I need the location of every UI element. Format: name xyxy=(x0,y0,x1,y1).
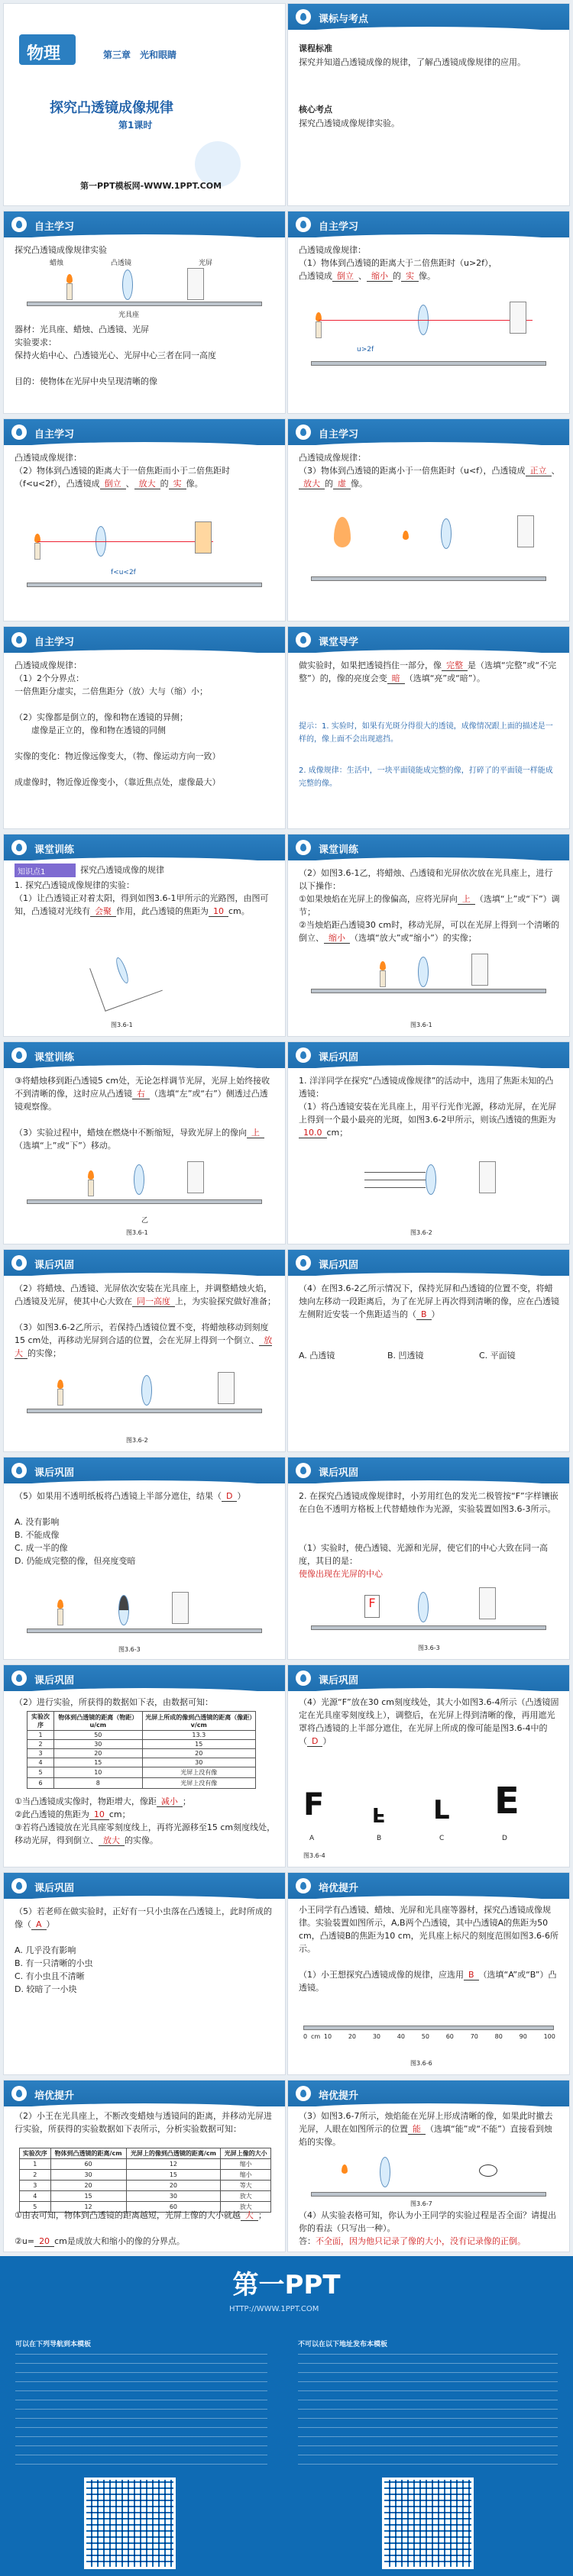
table-row: 3 20 20 xyxy=(28,1749,256,1758)
header-title: 自主学习 xyxy=(34,429,75,441)
screen xyxy=(471,954,488,986)
fig-caption: 图3.6-2 xyxy=(126,1437,148,1444)
slide-header xyxy=(4,834,285,860)
q-a: （1）实验时，使凸透镜、光源和光屏，使它们的中心大致在同一高度，其目的是： xyxy=(299,1543,548,1566)
q-intro: 1. 探究凸透镜成像规律的实验： xyxy=(15,880,134,890)
line3: 保持火焰中心、凸透镜光心、光屏中心三者在同一高度 xyxy=(15,350,216,360)
q-c: ③若将凸透镜放在光具座零刻度线上，再将光源移至15 cm刻度线处，移动光屏，得到倒立、 放大 的实像。 xyxy=(15,1822,276,1845)
answer-1: B xyxy=(416,1309,432,1320)
lesson-label: 第1课时 xyxy=(118,120,153,131)
fig-caption: 图3.6-1 xyxy=(111,1022,133,1028)
answer-1: 同一高度 xyxy=(132,1296,175,1307)
question: （4）光源“F”放在30 cm刻度线处，其大小如图3.6-4所示（凸透镜固定在光具座零刻度线上），调整后，在光屏上得到清晰的像，再用遮光罩将凸透镜的上半部分遮住，在光屏上所成的像可能是图3.6-4中的（ D ） xyxy=(299,1697,559,1746)
fig-caption: 图3.6-1 xyxy=(126,1229,148,1236)
q-a: ①如果烛焰在光屏上的像偏高，应将光屏向 上 （选填“上”或“下”）调节； xyxy=(299,894,560,917)
answer-1: 完整 xyxy=(442,660,468,671)
q-intro: （2）进行实验，所获得的数据如下表，由数据可知： xyxy=(15,1697,213,1707)
answer-1: B xyxy=(464,1970,479,1980)
slide-header xyxy=(288,834,569,860)
slide-header xyxy=(288,1873,569,1899)
slide-header xyxy=(4,627,285,653)
drop-icon xyxy=(296,840,311,855)
rule-intro: 凸透镜成像规律： xyxy=(299,453,366,463)
header-title: 课后巩固 xyxy=(34,1467,75,1479)
candle xyxy=(57,1389,63,1406)
slide-advanced2[interactable] xyxy=(3,2080,286,2252)
answer-2: 20 xyxy=(34,2236,54,2247)
table-row: 3 20 20 等大 xyxy=(20,2181,271,2191)
lens xyxy=(134,1164,144,1195)
line1: 器材：光具座、蜡烛、凸透镜、光屏 xyxy=(15,324,149,334)
candle xyxy=(34,543,40,560)
answer-3: 放大 xyxy=(99,1835,125,1846)
slide-review6[interactable] xyxy=(3,1664,286,1867)
virtual-image-flame xyxy=(334,517,351,547)
slide-practice3[interactable] xyxy=(3,1041,286,1244)
slide-header xyxy=(4,1873,285,1899)
answer-1: 倒立 xyxy=(100,479,126,489)
footer-banner xyxy=(0,2256,573,2576)
fig-caption: 图3.6-6 xyxy=(410,2060,432,2067)
footer-url[interactable]: HTTP://WWW.1PPT.COM xyxy=(229,2305,319,2313)
screen xyxy=(479,1587,496,1619)
drop-icon xyxy=(11,1255,27,1270)
answer-2: 暗 xyxy=(387,673,405,684)
q-b: （4）从实验表格可知，你认为小王同学的实验过程是否全面？请提出你的看法（只写出一种）。 xyxy=(299,2210,556,2233)
q-a: （1）将凸透镜安装在光具座上，用平行光作光源，移动光屏，在光屏上得到一个最小最亮的光斑，如图3.6-2甲所示，则该凸透镜的焦距为10.0 cm； xyxy=(299,1102,556,1138)
drop-icon xyxy=(11,840,27,855)
drop-icon xyxy=(11,1671,27,1686)
option-a[interactable]: A. 没有影响 xyxy=(15,1517,60,1527)
drop-icon xyxy=(11,424,27,440)
q-b: （3）如图3.6-2乙所示，若保持凸透镜位置不变，将蜡烛移动到刻度15 cm处，再移动光屏到合适的位置，会在光屏上得到一个倒立、 放大 的实像； xyxy=(15,1322,273,1358)
drop-icon xyxy=(11,1878,27,1893)
q-b: ②当烛焰距凸透镜30 cm时，移动光屏，可以在光屏上得到一个清晰的倒立、 缩小 （选填“放大”或“缩小”）的实像； xyxy=(299,920,560,943)
candle xyxy=(66,283,73,300)
line4: 目的：使物体在光屏中央呈现清晰的像 xyxy=(15,376,157,386)
q-text: （1）让凸透镜正对着太阳，得到如图3.6-1甲所示的光路图，由图可知，凸透镜对光线有 会聚 作用，此凸透镜的焦距为 10 cm。 xyxy=(15,893,269,916)
optical-bench xyxy=(27,583,262,587)
slide-practice2[interactable] xyxy=(287,834,570,1037)
candle xyxy=(88,1180,94,1196)
header-title: 课堂训练 xyxy=(34,1052,75,1064)
rule-intro: 凸透镜成像规律： xyxy=(15,453,82,463)
lens xyxy=(122,270,133,300)
fig-caption: 图3.6-2 xyxy=(410,1229,432,1236)
answer-2: 放大 xyxy=(299,479,325,489)
rule-text: （2）物体到凸透镜的距离大于一倍焦距而小于二倍焦距时（f<u<2f），凸透镜成 倒立 、 放大 的 实 像。 xyxy=(15,466,230,489)
answer-3: 实 xyxy=(169,479,186,489)
option-a[interactable]: A. 几乎没有影响 xyxy=(15,1945,76,1955)
drop-icon xyxy=(11,1463,27,1478)
ray-line xyxy=(37,541,213,542)
q-a: ①由表可知，物体到凸透镜的距离越短，光屏上像的大小就越 大 ； xyxy=(15,2210,267,2220)
header-title: 课标与考点 xyxy=(319,14,369,25)
flame-icon xyxy=(88,1170,94,1180)
option-d-figure: E xyxy=(494,1780,520,1822)
slide-rule2[interactable] xyxy=(3,418,286,621)
fig-caption: 图3.6-4 xyxy=(303,1852,325,1859)
lens xyxy=(418,1592,429,1622)
option-c[interactable]: C. 有小虫且不清晰 xyxy=(15,1971,85,1981)
optical-bench xyxy=(27,1409,262,1413)
slide-header xyxy=(4,211,285,237)
q-a: ③将蜡烛移到距凸透镜5 cm处，无论怎样调节光屏，光屏上始终接收不到清晰的像，这时应从凸透镜 右 （选填“左”或“右”）侧透过凸透镜观察像。 xyxy=(15,1076,270,1112)
slide-header xyxy=(288,2080,569,2106)
answer-1: D xyxy=(307,1736,322,1747)
ruler-ticks: 0 10 20 30 40 50 60 70 80 90 100 xyxy=(303,2033,555,2040)
answer-1: 会聚 xyxy=(90,906,116,917)
summary-line: 一倍焦距分虚实，二倍焦距分（放）大与（缩）小； xyxy=(15,686,208,696)
screen xyxy=(172,1592,189,1624)
optical-bench xyxy=(27,1629,262,1633)
optical-bench xyxy=(311,989,546,993)
drop-icon xyxy=(296,1671,311,1686)
slide-cover[interactable] xyxy=(3,3,286,206)
lens xyxy=(141,1375,152,1406)
candle xyxy=(380,970,386,987)
fig-caption: 图3.6-1 xyxy=(410,1022,432,1028)
header-title: 培优提升 xyxy=(319,2090,359,2102)
lens xyxy=(426,1164,436,1195)
parallel-rays xyxy=(364,1172,426,1173)
tip-2: 2. 成像规律：生活中，一块平面镜能成完整的像，打碎了的平面镜一样能成完整的像。 xyxy=(299,767,553,788)
answer-2: 缩小 xyxy=(367,271,393,282)
summary-line: 虚像是正立的，像和物在透镜的同侧 xyxy=(15,725,166,735)
q-intro: （2）如图3.6-1乙，将蜡烛、凸透镜和光屏依次放在光具座上，进行以下操作： xyxy=(299,868,553,891)
slide-review7[interactable] xyxy=(287,1664,570,1867)
slide-header xyxy=(288,1250,569,1276)
axis-label: u>2f xyxy=(357,346,374,353)
footer-text-block-2 xyxy=(298,2354,558,2468)
q-intro: 小王同学有凸透镜、蜡烛、光屏和光具座等器材，探究凸透镜成像规律。实验装置如图所示，A,B两个凸透镜，其中凸透镜A的焦距为50 cm，凸透镜B的焦距为10 cm，光具座上标尺的刻度范围如图3.6-6所示。 xyxy=(299,1905,559,1954)
option-c[interactable]: C. 成一半的像 xyxy=(15,1543,68,1553)
summary-line: （2）实像都是倒立的，像和物在透镜的异侧； xyxy=(15,712,188,722)
header-title: 课后巩固 xyxy=(34,1675,75,1687)
answer-1: 能 xyxy=(408,2124,426,2135)
q-a: （1）小王想探究凸透镜成像的规律，应选用 B （选填“A”或“B”）凸透镜。 xyxy=(299,1970,557,1993)
label-screen: 光屏 xyxy=(199,260,213,267)
tip-1: 提示：1. 实验时，如果有光斑分得很大的透镜，成像情况跟上面的描述是一样的，像上面不会出现遮挡。 xyxy=(299,722,553,744)
table-row: 5 10 光屏上没有像 xyxy=(28,1767,256,1778)
answer-1: 右 xyxy=(132,1089,150,1099)
drop-icon xyxy=(296,424,311,440)
fig-sub: 乙 xyxy=(141,1217,149,1225)
drop-icon xyxy=(296,9,311,24)
footer-block-2-title: 不可以在以下地址发布本模板 xyxy=(298,2341,388,2348)
q-intro: 2. 在探究凸透镜成像规律时，小芳用红色的发光二极管按“F”字样镶嵌在白色不透明方格板上代替蜡烛作为光源，实验装置如图3.6-3所示。 xyxy=(299,1491,558,1514)
flame-icon xyxy=(403,531,409,540)
header-title: 课后巩固 xyxy=(319,1260,359,1271)
rule-line: （1）物体到凸透镜的距离大于二倍焦距时（u>2f）， xyxy=(299,258,497,268)
header-title: 课后巩固 xyxy=(319,1467,359,1479)
option-c-figure: L xyxy=(433,1795,450,1825)
std-title: 课程标准 xyxy=(299,44,332,53)
slide-advanced1[interactable] xyxy=(287,1872,570,2075)
chapter-label: 第三章 光和眼睛 xyxy=(103,50,177,60)
summary-line: 成虚像时，物近像近像变小，（靠近焦点处，虚像最大） xyxy=(15,777,221,787)
question: （5）若老师在做实验时，正好有一只小虫落在凸透镜上，此时所成的像（ A ） xyxy=(15,1906,272,1929)
screen xyxy=(517,515,534,547)
answer-2: 缩小 xyxy=(324,933,350,944)
table-row: 6 8 光屏上没有像 xyxy=(28,1778,256,1789)
option-c[interactable]: C xyxy=(439,1835,445,1842)
screen xyxy=(187,1161,204,1193)
header-title: 课后巩固 xyxy=(34,1883,75,1894)
slide-guidance[interactable] xyxy=(287,626,570,829)
optical-bench xyxy=(311,2192,546,2197)
answer-1: A xyxy=(31,1919,47,1930)
footer-text-block-1 xyxy=(15,2354,267,2468)
flame-icon xyxy=(66,274,73,283)
slide-header xyxy=(288,1665,569,1691)
answer-1: 10.0 xyxy=(299,1128,327,1138)
data-table: 实验次序 物体到凸透镜的距离/cm 光屏上的像到凸透镜的距离/cm 光屏上像的大小 1 60 12 缩小 2 30 15 缩小 3 20 20 等大 4 15 30 放大 5 12 60 放大 xyxy=(19,2148,271,2213)
answer-1: 使像出现在光屏的中心 xyxy=(299,1569,383,1579)
header-title: 课堂训练 xyxy=(319,844,359,856)
optical-bench xyxy=(311,1625,546,1630)
lens xyxy=(441,518,452,549)
flame-icon xyxy=(342,2164,348,2174)
axis-label: f<u<2f xyxy=(111,569,136,576)
question: （5）如果用不透明纸板将凸透镜上半部分遮住，结果（ D ） xyxy=(15,1491,246,1501)
answer-1: D xyxy=(222,1491,237,1502)
unit-label: cm xyxy=(311,2033,321,2040)
footer-block-1-title: 可以在下列导航到本模板 xyxy=(15,2341,92,2348)
knowledge-tag: 知识点1 xyxy=(15,864,76,877)
drop-icon xyxy=(296,217,311,232)
header-title: 自主学习 xyxy=(319,429,359,441)
line2: 实验要求： xyxy=(15,337,57,347)
slide-review5[interactable] xyxy=(287,1457,570,1660)
optical-bench xyxy=(27,302,262,306)
slide-review2[interactable] xyxy=(3,1249,286,1452)
slide-header xyxy=(4,419,285,445)
header-title: 课堂导学 xyxy=(319,637,359,648)
q-b: ②此凸透镜的焦距为 10 cm； xyxy=(15,1809,131,1819)
table-row: 5 12 60 放大 xyxy=(20,2202,271,2213)
slide-header xyxy=(288,4,569,30)
slide-rule3[interactable] xyxy=(287,418,570,621)
q-a: ①当凸透镜成实像时，物距增大，像距 减小 ； xyxy=(15,1796,191,1806)
cover-title: 探究凸透镜成像规律 xyxy=(50,100,173,116)
optical-bench xyxy=(311,576,546,581)
answer-3: 实 xyxy=(401,271,419,282)
slide-header xyxy=(288,419,569,445)
slide-header xyxy=(288,1042,569,1068)
optical-bench xyxy=(311,361,546,366)
qr-code-icon xyxy=(84,2478,176,2569)
drop-icon xyxy=(11,2086,27,2101)
answer-2: 放大 xyxy=(134,479,160,489)
screen xyxy=(195,521,212,554)
slide-header xyxy=(288,211,569,237)
answer-2: 放大 xyxy=(15,1335,273,1358)
answer-3: 虚 xyxy=(333,479,351,489)
slide-review4[interactable] xyxy=(3,1457,286,1660)
drop-icon xyxy=(11,632,27,647)
slide-standards[interactable] xyxy=(287,3,570,206)
table-row: 4 15 30 xyxy=(28,1758,256,1767)
slide-header xyxy=(4,1250,285,1276)
slide-rule1[interactable] xyxy=(287,211,570,414)
rule-intro: 凸透镜成像规律： xyxy=(299,245,366,255)
qr-code-icon xyxy=(382,2478,474,2569)
option-a[interactable]: A. 凸透镜 xyxy=(299,1351,335,1361)
option-d[interactable]: D. 较暗了一小块 xyxy=(15,1984,77,1994)
slide-header xyxy=(4,1665,285,1691)
q-a: （2）将蜡烛、凸透镜、光屏依次安装在光具座上，并调整蜡烛火焰，凸透镜及光屏，使其中心大致在 同一高度 上，为实验探究做好准备； xyxy=(15,1283,276,1306)
key-text: 探究凸透镜成像规律实验。 xyxy=(299,118,400,128)
option-b-figure: F xyxy=(372,1803,386,1825)
option-b[interactable]: B xyxy=(377,1835,382,1842)
q-b: ②u= 20 cm是成放大和缩小的像的分界点。 xyxy=(15,2236,185,2246)
drop-icon xyxy=(296,2086,311,2101)
ray-line xyxy=(319,320,533,321)
header-title: 课后巩固 xyxy=(34,1260,75,1271)
option-b[interactable]: B. 凹透镜 xyxy=(387,1351,424,1361)
slide-header xyxy=(288,627,569,653)
option-d[interactable]: D. 仍能成完整的像，但亮度变暗 xyxy=(15,1556,136,1566)
header-title: 课后巩固 xyxy=(319,1052,359,1064)
screen xyxy=(479,1161,496,1193)
answer-1: 上 xyxy=(458,894,475,905)
table-row: 1 60 12 缩小 xyxy=(20,2159,271,2170)
question: 做实验时，如果把透镜挡住一部分，像 完整 是（选填“完整”或“不完整”）的，像的亮度会变 暗 （选填“亮”或“暗”）。 xyxy=(299,660,557,683)
slide-advanced3[interactable] xyxy=(287,2080,570,2252)
lens xyxy=(418,957,429,987)
option-c[interactable]: C. 平面镜 xyxy=(479,1351,516,1361)
slide-header xyxy=(4,1042,285,1068)
screen xyxy=(510,302,526,334)
q-b: （3）实验过程中，蜡烛在燃烧中不断缩短，导致光屏上的像向 上（选填“上”或“下”）移动。 xyxy=(15,1126,276,1152)
q-intro: 1. 洋洋同学在探究“凸透镜成像规律”的活动中，选用了焦距未知的凸透镜： xyxy=(299,1076,554,1099)
screen xyxy=(218,1372,235,1404)
option-b[interactable]: B. 不能成像 xyxy=(15,1530,60,1540)
slide-header xyxy=(4,2080,285,2106)
answer-2: 10 xyxy=(209,906,228,917)
drop-icon xyxy=(296,1878,311,1893)
lens xyxy=(380,2157,390,2187)
slide-summary[interactable] xyxy=(3,626,286,829)
exp-title: 探究凸透镜成像规律实验 xyxy=(15,245,107,255)
slide-header xyxy=(4,1457,285,1483)
eye-icon xyxy=(479,2164,497,2177)
optical-bench xyxy=(303,2026,554,2030)
flame-icon xyxy=(57,1600,63,1609)
slide-practice1[interactable] xyxy=(3,834,286,1037)
drop-icon xyxy=(296,1463,311,1478)
table-row: 1 50 13.3 xyxy=(28,1731,256,1740)
drop-icon xyxy=(11,1048,27,1063)
answer-1: 减小 xyxy=(157,1796,183,1807)
fig-caption: 图3.6-3 xyxy=(118,1646,141,1653)
answer-2: 上 xyxy=(247,1128,264,1138)
option-d[interactable]: D xyxy=(502,1835,507,1842)
header-title: 自主学习 xyxy=(319,221,359,233)
knowledge-title: 探究凸透镜成像的规律 xyxy=(80,865,164,875)
table-row: 4 15 30 放大 xyxy=(20,2191,271,2202)
site-label: 第一PPT模板网-WWW.1PPT.COM xyxy=(80,181,222,191)
footer-logo: 第一PPT xyxy=(232,2270,341,2300)
header-title: 培优提升 xyxy=(34,2090,75,2102)
f-light-source-icon: F xyxy=(364,1595,380,1618)
slide-review1[interactable] xyxy=(287,1041,570,1244)
candle xyxy=(316,321,322,338)
subject-label: 物理 xyxy=(27,44,61,63)
fig-caption: 图3.6-7 xyxy=(410,2200,432,2207)
answer-1: 倒立 xyxy=(332,271,358,282)
answer-2: 10 xyxy=(89,1809,109,1820)
drop-icon xyxy=(296,1048,311,1063)
slide-review8[interactable] xyxy=(3,1872,286,2075)
optical-bench xyxy=(27,1199,262,1204)
option-a-figure: F xyxy=(303,1787,325,1822)
answer-2: 不全面，因为他只记录了像的大小，没有记录像的正倒。 xyxy=(316,2236,526,2246)
question: （4）在图3.6-2乙所示情况下，保持光屏和凸透镜的位置不变，将蜡烛向左移动一段距离后，为了在光屏上再次得到清晰的像，应在凸透镜左侧附近安装一个焦距适当的（ B ） xyxy=(299,1283,559,1319)
summary-line: （1）2个分界点： xyxy=(15,673,84,683)
q-intro: （2）小王在光具座上，不断改变蜡烛与透镜间的距离，并移动光屏进行实验，所获得的实验数据如下表所示，分析实验数据可知： xyxy=(15,2111,272,2134)
summary-line: 实像的变化：物近像远像变大，（物、像运动方向一致） xyxy=(15,751,221,761)
covered-lens xyxy=(118,1595,129,1625)
summary-line: 凸透镜成像规律： xyxy=(15,660,82,670)
option-a[interactable]: A xyxy=(309,1835,315,1842)
q-a: （3）如图3.6-7所示，烛焰能在光屏上形成清晰的像，如果此时撤去光屏，人眼在如图所示的位置 能 （选填“能”或“不能”）直接看到烛焰的实像。 xyxy=(299,2111,553,2147)
slide-experiment[interactable] xyxy=(3,211,286,414)
label-lens: 凸透镜 xyxy=(111,260,132,267)
label-bench: 光具座 xyxy=(118,312,140,319)
header-title: 课后巩固 xyxy=(319,1675,359,1687)
std-text: 探究并知道凸透镜成像的规律，了解凸透镜成像规律的应用。 xyxy=(299,57,526,67)
drop-icon xyxy=(296,1255,311,1270)
answer-1: 大 xyxy=(241,2210,258,2221)
drop-icon xyxy=(296,632,311,647)
option-b[interactable]: B. 有一只清晰的小虫 xyxy=(15,1958,93,1968)
candle xyxy=(57,1609,63,1625)
data-table: 实验次序 物体到凸透镜的距离（物距）u/cm 光屏上所成的像到凸透镜的距离（像距）v/cm 1 50 13.3 2 30 15 3 20 20 4 15 30 5 10 光屏上没有像 6 8 光屏上没有像 xyxy=(27,1711,256,1789)
rule-text: （3）物体到凸透镜的距离小于一倍焦距时（u<f），凸透镜成 正立 、放大 的 虚 像。 xyxy=(299,466,560,489)
key-title: 核心考点 xyxy=(299,105,332,115)
drop-icon xyxy=(11,217,27,232)
header-title: 自主学习 xyxy=(34,637,75,648)
table-row: 2 30 15 缩小 xyxy=(20,2170,271,2181)
flame-icon xyxy=(57,1380,63,1389)
header-title: 培优提升 xyxy=(319,1883,359,1894)
q-c: 答：不全面，因为他只记录了像的大小，没有记录像的正倒。 xyxy=(299,2236,526,2246)
screen xyxy=(187,268,204,300)
slide-header xyxy=(288,1457,569,1483)
header-title: 自主学习 xyxy=(34,221,75,233)
label-candle: 蜡烛 xyxy=(50,260,64,267)
flame-icon xyxy=(380,961,386,970)
fig-caption: 图3.6-3 xyxy=(418,1645,440,1651)
header-title: 课堂训练 xyxy=(34,844,75,856)
answer-1: 正立 xyxy=(526,466,552,476)
table-row: 2 30 15 xyxy=(28,1740,256,1749)
slide-review3[interactable] xyxy=(287,1249,570,1452)
rule-answer: 凸透镜成 倒立 、 缩小 的 实 像。 xyxy=(299,271,435,281)
